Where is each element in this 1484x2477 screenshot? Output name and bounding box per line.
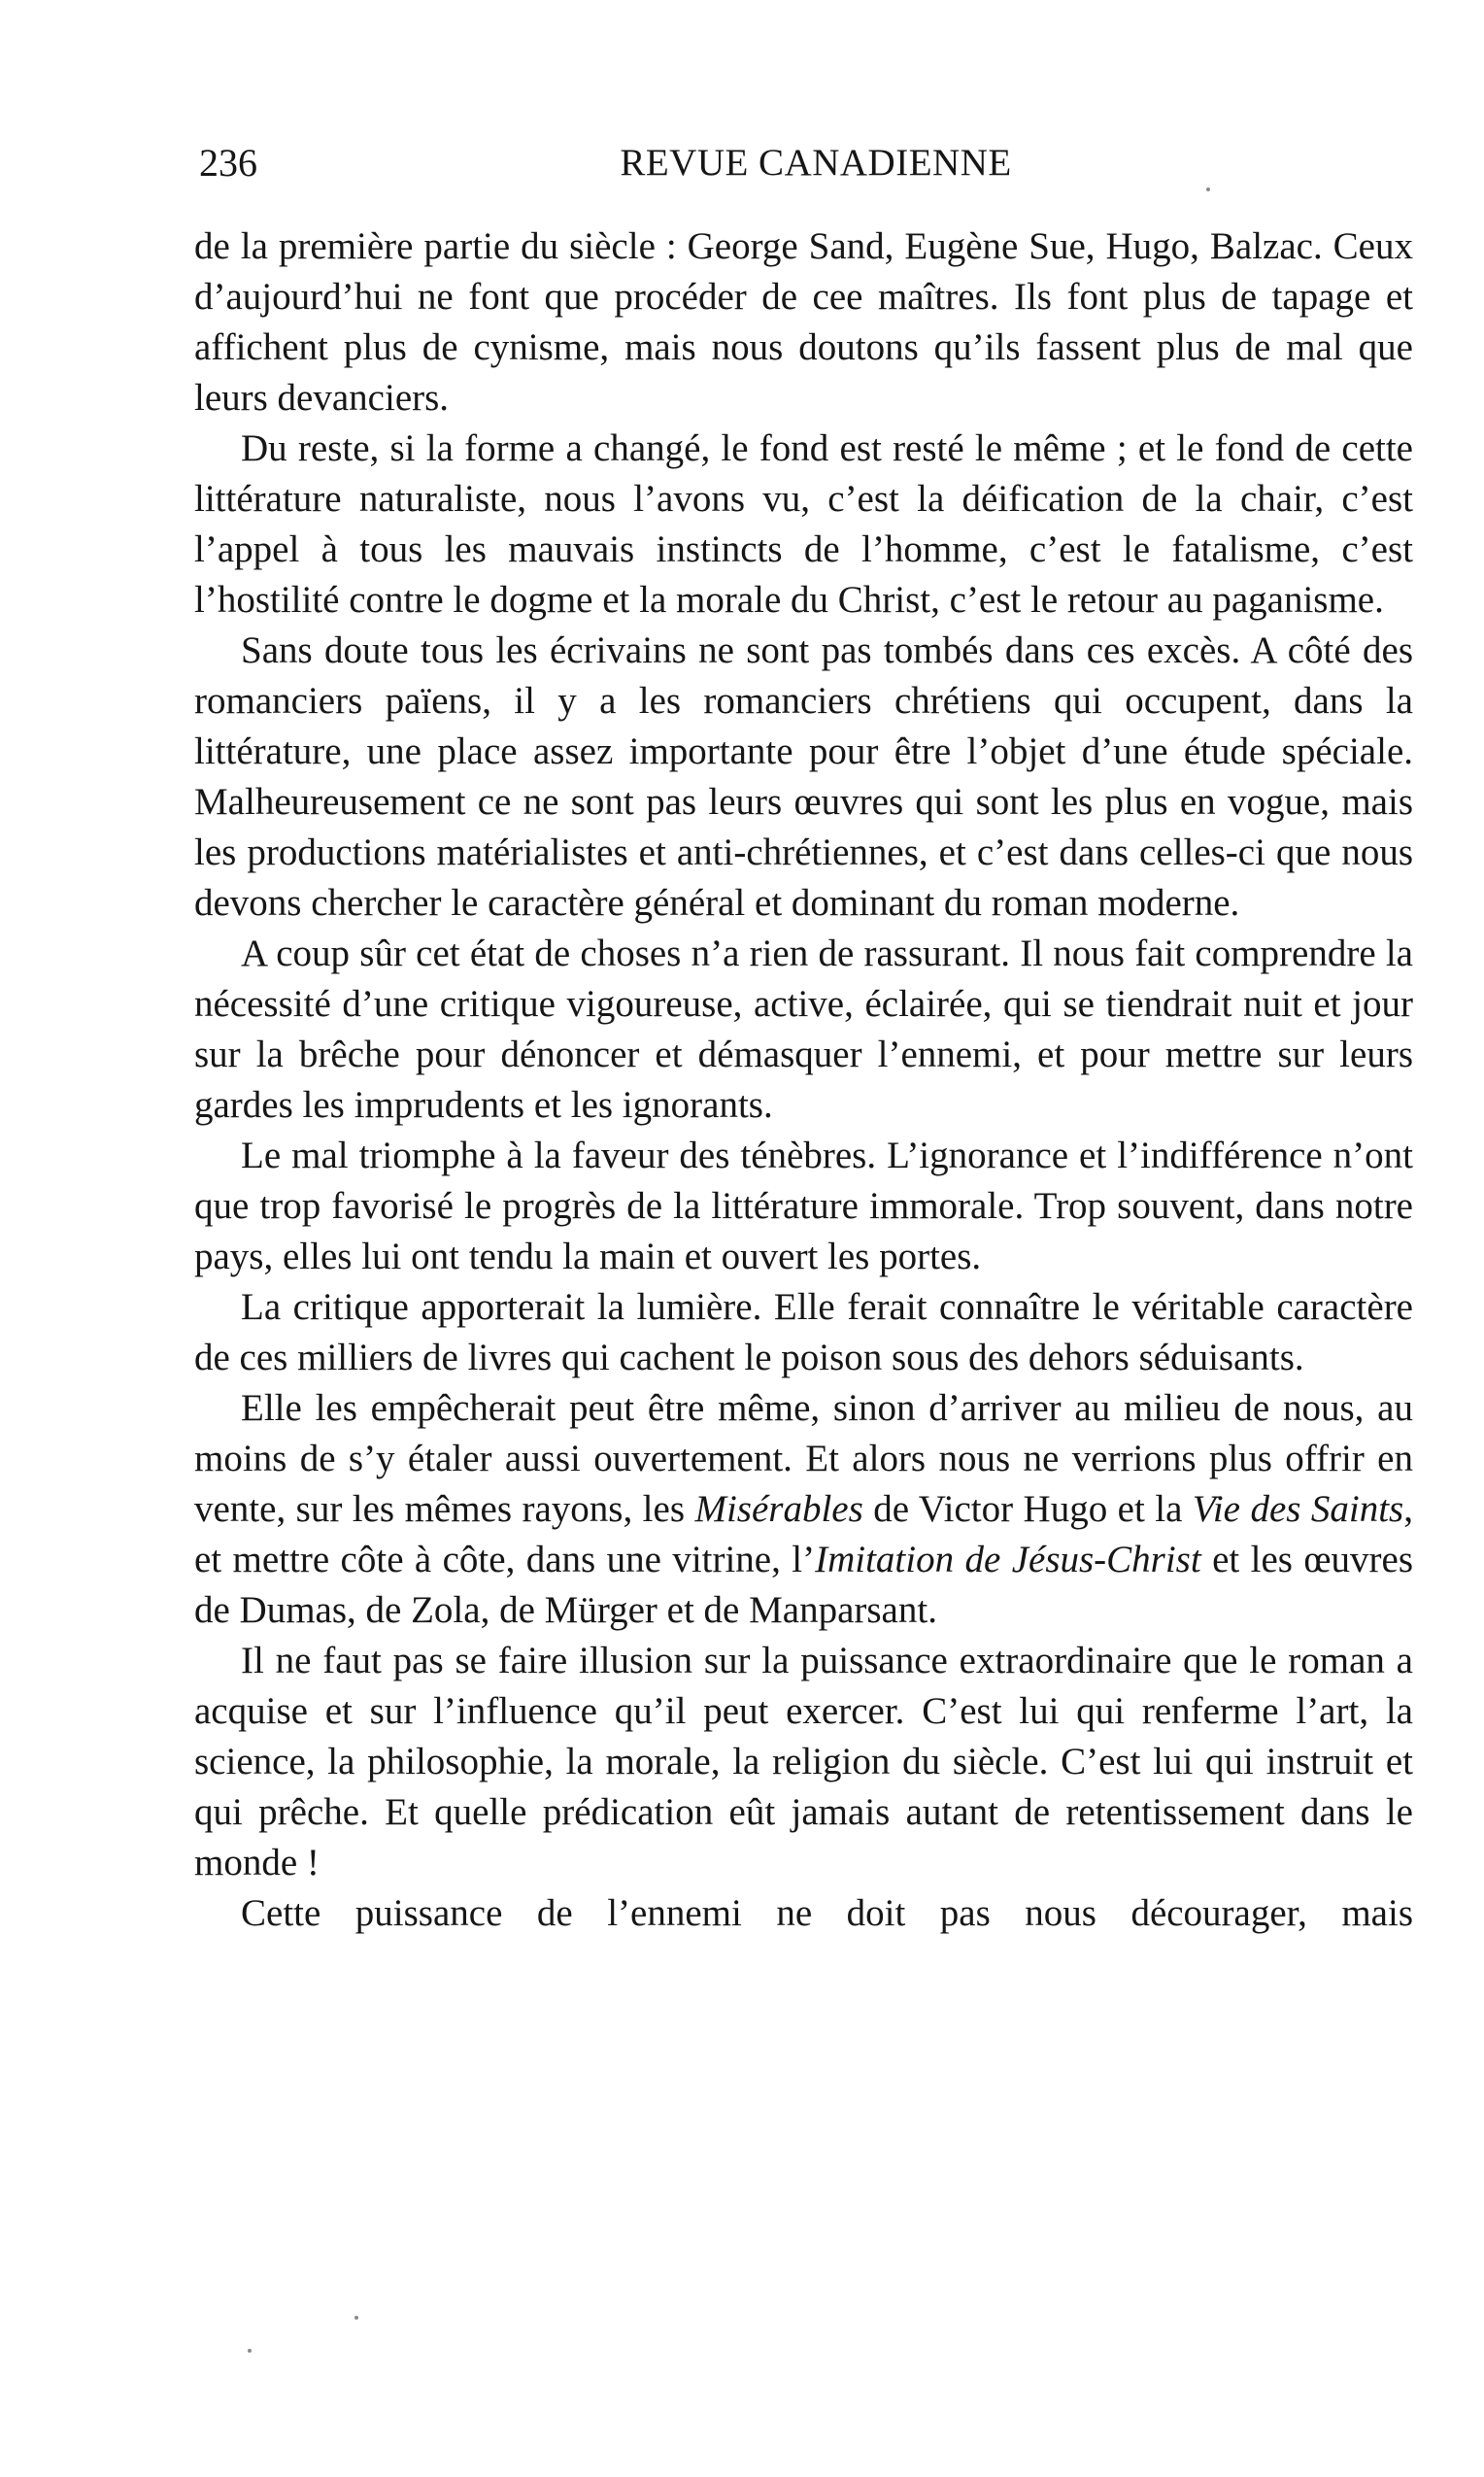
book-title-miserables: Misérables xyxy=(694,1488,863,1530)
paragraph-5: Le mal triomphe à la faveur des ténèbres. L’ignorance et l’indifférence n’ont que trop favorisé le progrès de la littérature immorale. Trop souvent, dans notre pays, elles lui ont tendu la main et ouvert les portes. xyxy=(194,1135,1413,1277)
book-title-vie-des-saints: Vie des Saints xyxy=(1192,1488,1404,1530)
paragraph-9: Cette puissance de l’ennemi ne doit pas nous décourager, mais xyxy=(241,1892,1413,1934)
paragraph-7 xyxy=(194,1383,1413,1636)
paragraph-7-text: Elle les empêcherait peut être même, sinon d’arriver au milieu de nous, au moins de s’y étaler aussi ouvertement. Et alors nous ne verrions plus offrir en vente, sur les mêmes rayons, les xyxy=(194,1387,1413,1530)
paragraph-1: de la première partie du siècle : George Sand, Eugène Sue, Hugo, Balzac. Ceux d’aujourd’hui ne font que procéder de cee maîtres. Ils font plus de tapage et affichent plus de cynisme, mais nous doutons qu’ils fassent plus de mal que leurs devanciers. xyxy=(194,225,1413,419)
paragraph-4: A coup sûr cet état de choses n’a rien de rassurant. Il nous fait comprendre la nécessité d’une critique vigoureuse, active, éclairée, qui se tiendrait nuit et jour sur la brêche pour dénoncer et démasquer l’ennemi, et pour mettre sur leurs gardes les imprudents et les ignorants. xyxy=(194,933,1413,1126)
running-title: REVUE CANADIENNE xyxy=(620,142,1012,184)
running-head xyxy=(199,134,1413,192)
print-speck xyxy=(354,2316,358,2320)
paragraph-7-text: de Victor Hugo et la xyxy=(862,1488,1193,1530)
paragraph-8: Il ne faut pas se faire illusion sur la puissance extraordinaire que le roman a acquise et sur l’influence qu’il peut exercer. C’est lui qui renferme l’art, la science, la philosophie, la morale, la religion du siècle. C’est lui qui instruit et qui prêche. Et quelle prédication eût jamais autant de retentissement dans le monde ! xyxy=(194,1640,1413,1883)
paragraph-6: La critique apporterait la lumière. Elle ferait connaître le véritable caractère de ces milliers de livres qui cachent le poison sous des dehors séduisants. xyxy=(194,1286,1413,1378)
page-number: 236 xyxy=(199,141,257,185)
paragraph-7-text: , et mettre côte à côte, dans une vitrine, l’ xyxy=(194,1488,1413,1580)
book-title-imitation: Imitation de Jésus-Christ xyxy=(815,1539,1201,1580)
print-speck xyxy=(1206,187,1210,191)
paragraph-2: Du reste, si la forme a changé, le fond est resté le même ; et le fond de cette littérature naturaliste, nous l’avons vu, c’est la déification de la chair, c’est l’appel à tous les mauvais instincts de l’homme, c’est le fatalisme, c’est l’hostilité contre le dogme et la morale du Christ, c’est le retour au paganisme. xyxy=(194,427,1413,621)
print-speck xyxy=(248,2349,252,2353)
paragraph-7-text: et les œuvres de Dumas, de Zola, de Mürger et de Manparsant. xyxy=(194,1539,1414,1631)
body-text xyxy=(194,221,1413,1939)
paragraph-3: Sans doute tous les écrivains ne sont pas tombés dans ces excès. A côté des romanciers païens, il y a les romanciers chrétiens qui occupent, dans la littérature, une place assez importante pour être l’objet d’une étude spéciale. Malheureusement ce ne sont pas leurs œuvres qui sont les plus en vogue, mais les productions matérialistes et anti-chrétiennes, et c’est dans celles-ci que nous devons chercher le caractère général et dominant du roman moderne. xyxy=(194,629,1413,924)
